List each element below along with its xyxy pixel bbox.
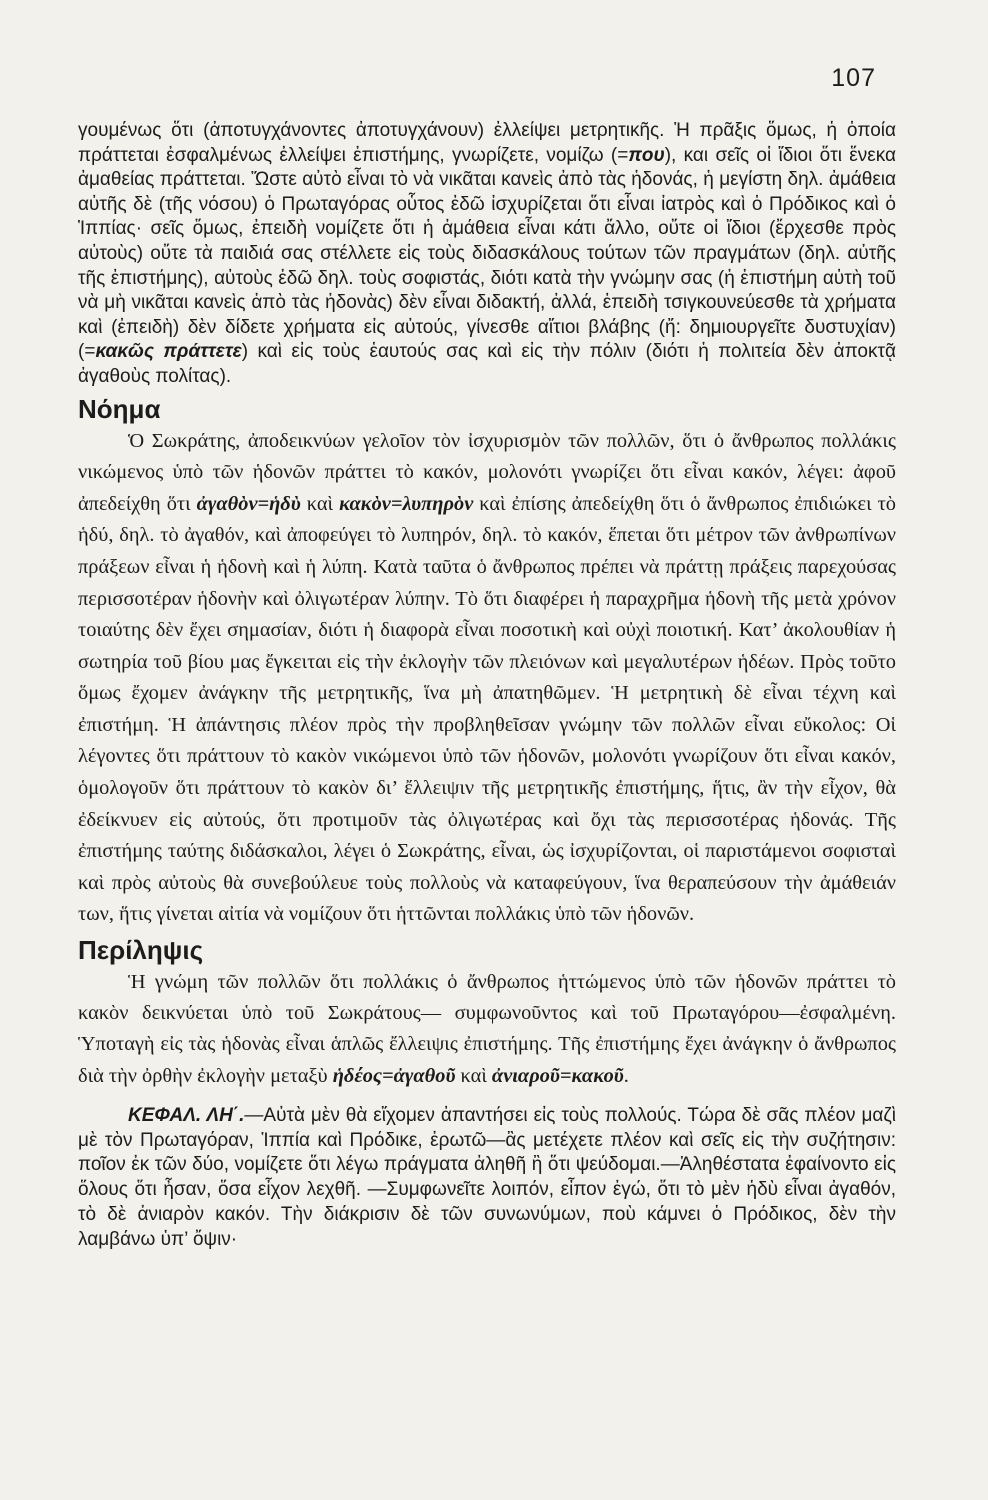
section-heading-perilipsis: Περίληψις xyxy=(78,935,204,966)
noima-paragraph xyxy=(78,426,896,932)
perilipsis-paragraph xyxy=(78,967,896,1092)
perilipsis-text-2: καὶ xyxy=(455,1064,492,1087)
intro-text-2: ), και σεῖς οἱ ἴδιοι ὅτι ἕνεκα ἀμαθείας πράττεται. Ὥστε αὐτὸ εἶναι τὸ νὰ νικᾶται κανεὶς ἀπὸ τὰς ἡδονάς, ἡ μεγίστη δηλ. ἀμάθεια αὐτῆς δὲ (τῆς νόσου) ὁ Πρωταγόρας οὗτος ἐδῶ ἰσχυρίζεται ὅτι εἶναι ἰατρὸς καὶ ὁ Πρόδικος καὶ ὁ Ἱππίας· σεῖς ὅμως, ἐπειδὴ νομίζετε ὅτι ἡ ἀμάθεια εἶναι κάτι ἄλλο, οὔτε οἱ ἴδιοι (ἔρχεσθε πρὸς αὐτοὺς) οὔτε τὰ παιδιά σας στέλλετε εἰς τοὺς διδασκάλους τούτων τῶν πραγμάτων (δηλ. αὐτῆς τῆς ἐπιστήμης), αὐτοὺς ἐδῶ δηλ. τοὺς σοφιστάς, διότι κατὰ τὴν γνώμην σας (ἡ ἐπιστήμη αὐτὴ τοῦ νὰ μὴ νικᾶται κανεὶς ἀπὸ τὰς ἡδονὰς) δὲν εἶναι διδακτή, ἀλλά, ἐπειδὴ τσιγκουνεύεσθε τὰ χρήματα καὶ (ἐπειδὴ) δὲν δίδετε χρήματα εἰς αὐτούς, γίνεσθε αἴτιοι βλάβης (ἤ: δημιουργεῖτε δυστυχίαν) (= xyxy=(78,144,896,363)
noima-emphasis-2: κακὸν=λυπηρὸν xyxy=(339,492,474,515)
perilipsis-emphasis-2: ἀνιαροῦ=κακοῦ xyxy=(491,1064,624,1087)
noima-text-2: καὶ xyxy=(300,492,340,515)
section-heading-noima: Νόημα xyxy=(78,393,161,424)
noima-text-1: Ὁ Σωκράτης, ἀποδεικνύων γελοῖον τὸν ἰσχυρισμὸν τῶν πολλῶν, ὅτι ὁ ἄνθρωπος πολλάκις νικώμενος ὑπὸ τῶν ἡδονῶν πράττει τὸ κακόν, μολονότι γνωρίζει ὅτι εἶναι κακόν, λέγει: ἀφοῦ ἀπεδείχθη ὅτι xyxy=(78,429,896,515)
perilipsis-text-1: Ἡ γνώμη τῶν πολλῶν ὅτι πολλάκις ὁ ἄνθρωπος ἡττώμενος ὑπὸ τῶν ἡδονῶν πράττει τὸ κακὸν δεικνύεται ὑπὸ τοῦ Σωκράτους— συμφωνοῦντος καὶ τοῦ Πρωταγόρου—ἐσφαλμένη. Ὑποταγὴ εἰς τὰς ἡδονὰς εἶναι ἁπλῶς ἔλλειψις ἐπιστήμης. Τῆς ἐπιστήμης ἔχει ἀνάγκην ὁ ἄνθρωπος διὰ τὴν ὀρθὴν ἐκλογὴν μεταξὺ xyxy=(78,971,896,1087)
perilipsis-emphasis-1: ἡδέος=ἀγαθοῦ xyxy=(332,1064,456,1087)
page-number: 107 xyxy=(831,64,876,92)
intro-text-3: ) καὶ εἰς τοὺς ἑαυτούς σας καὶ εἰς τὴν πόλιν (διότι ἡ πολιτεία δὲν ἀποκτᾷ ἀγαθοὺς πολίτας). xyxy=(78,341,896,387)
intro-paragraph xyxy=(78,119,896,390)
noima-emphasis-1: ἀγαθὸν=ἡδὺ xyxy=(196,492,301,515)
chapter-label: ΚΕΦΑΛ. ΛΗ΄. xyxy=(128,1104,245,1126)
intro-emphasis-2: κακῶς πράττετε xyxy=(95,341,242,363)
intro-emphasis-1: που xyxy=(628,144,665,166)
noima-text-3: καὶ ἐπίσης ἀπεδείχθη ὅτι ὁ ἄνθρωπος ἐπιδιώκει τὸ ἡδύ, δηλ. τὸ ἀγαθόν, καὶ ἀποφεύγει τὸ λυπηρόν, δηλ. τὸ κακόν, ἕπεται ὅτι μέτρον τῶν ἀνθρωπίνων πράξεων εἶναι ἡ ἡδονὴ καὶ ἡ λύπη. Κατὰ ταῦτα ὁ ἄνθρωπος πρέπει νὰ πράττῃ πράξεις παρεχούσας περισσοτέραν ἡδονὴν καὶ ὀλιγωτέραν λύπην. Τὸ ὅτι διαφέρει ἡ παραχρῆμα ἡδονὴ τῆς μετὰ χρόνον τοιαύτης δὲν ἔχει σημασίαν, διότι ἡ διαφορὰ εἶναι ποσοτικὴ καὶ οὐχὶ ποιοτική. Κατ’ ἀκολουθίαν ἡ σωτηρία τοῦ βίου μας ἔγκειται εἰς τὴν ἐκλογὴν τῶν πλειόνων καὶ μεγαλυτέρων ἡδέων. Πρὸς τοῦτο ὅμως ἔχομεν ἀνάγκην τῆς μετρητικῆς, ἵνα μὴ ἀπατηθῶμεν. Ἡ μετρητικὴ δὲ εἶναι τέχνη καὶ ἐπιστήμη. Ἡ ἀπάντησις πλέον πρὸς τὴν προβληθεῖσαν γνώμην τῶν πολλῶν εἶναι εὔκολος: Οἱ λέγοντες ὅτι πράττουν τὸ κακὸν νικώμενοι ὑπὸ τῶν ἡδονῶν, μολονότι γνωρίζουν ὅτι εἶναι κακόν, ὁμολογοῦν ὅτι πράττουν τὸ κακὸν δι’ ἔλλειψιν τῆς μετρητικῆς ἐπιστήμης, ἥτις, ἂν τὴν εἶχον, θὰ ἐδείκνυεν εἰς αὐτούς, ὅτι προτιμοῦν τὰς ὀλιγωτέρας καὶ ὄχι τὰς περισσοτέρας ἡδονάς. Τῆς ἐπιστήμης ταύτης διδάσκαλοι, λέγει ὁ Σωκράτης, εἶναι, ὡς ἰσχυρίζονται, οἱ παριστάμενοι σοφισταὶ καὶ πρὸς αὐτοὺς θὰ συνεβούλευε τοὺς πολλοὺς νὰ καταφεύγουν, ἵνα θεραπεύσουν τὴν ἀμάθειάν των, ἥτις γίνεται αἰτία νὰ νομίζουν ὅτι ἡττῶνται πολλάκις ὑπὸ τῶν ἡδονῶν. xyxy=(78,492,896,926)
chapter-text: —Αὐτὰ μὲν θὰ εἴχομεν ἀπαντήσει εἰς τοὺς πολλούς. Τώρα δὲ σᾶς πλέον μαζὶ μὲ τὸν Πρωταγόραν, Ἱππία καὶ Πρόδικε, ἐρωτῶ—ἂς μετέχετε πλέον καὶ σεῖς εἰς τὴν συζήτησιν: ποῖον ἐκ τῶν δύο, νομίζετε ὅτι λέγω πράγματα ἀληθῆ ἢ ὅτι ψεύδομαι.—Ἀληθέστατα ἐφαίνοντο εἰς ὅλους ὅτι ἦσαν, ὅσα εἶχον λεχθῆ. —Συμφωνεῖτε λοιπόν, εἶπον ἐγώ, ὅτι τὸ μὲν ἡδὺ εἶναι ἀγαθόν, τὸ δὲ ἀνιαρὸν κακόν. Τὴν διάκρισιν δὲ τῶν συνωνύμων, ποὺ κάμνει ὁ Πρόδικος, δὲν τὴν λαμβάνω ὑπ’ ὄψιν· xyxy=(78,1104,896,1250)
perilipsis-text-3: . xyxy=(623,1064,629,1087)
chapter-paragraph xyxy=(78,1104,896,1253)
intro-text-1: γουμένως ὅτι (ἀποτυγχάνοντες ἀποτυγχάνουν) ἐλλείψει μετρητικῆς. Ἡ πρᾶξις ὅμως, ἡ ὁποία πράττεται ἐσφαλμένως ἐλλείψει ἐπιστήμης, γνωρίζετε, νομίζω (= xyxy=(78,120,896,166)
